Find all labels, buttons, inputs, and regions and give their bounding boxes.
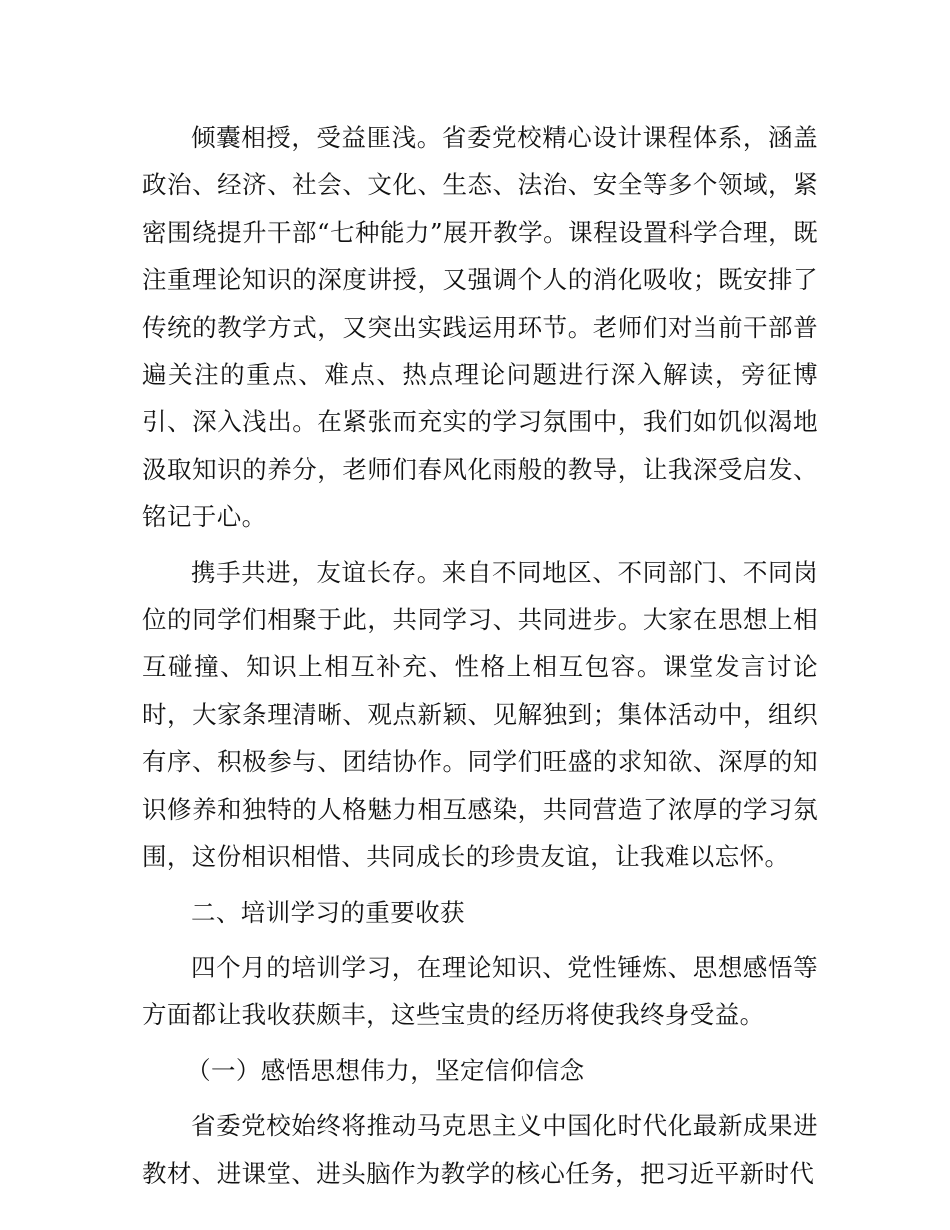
subsection-heading-belief: （一）感悟思想伟力，坚定信仰信念 bbox=[186, 1055, 585, 1085]
section-heading-gains: 二、培训学习的重要收获 bbox=[191, 897, 465, 927]
document-body bbox=[142, 114, 818, 1197]
paragraph-gains-intro: 四个月的培训学习，在理论知识、党性锤炼、思想感悟等方面都让我收获颇丰，这些宝贵的经历将使我终身受益。 bbox=[142, 952, 818, 1030]
paragraph-teaching: 倾囊相授，受益匪浅。省委党校精心设计课程体系，涵盖政治、经济、社会、文化、生态、法治、安全等多个领域，紧密围绕提升干部“七种能力”展开教学。课程设置科学合理，既注重理论知识的深度讲授，又强调个人的消化吸收；既安排了传统的教学方式，又突出实践运用环节。老师们对当前干部普遍关注的重点、难点、热点理论问题进行深入解读，旁征博引、深入浅出。在紧张而充实的学习氛围中，我们如饥似渴地汲取知识的养分，老师们春风化雨般的教导，让我深受启发、铭记于心。 bbox=[142, 123, 818, 532]
paragraph-friendship: 携手共进，友谊长存。来自不同地区、不同部门、不同岗位的同学们相聚于此，共同学习、共同进步。大家在思想上相互碰撞、知识上相互补充、性格上相互包容。课堂发言讨论时，大家条理清晰、观点新颖、见解独到；集体活动中，组织有序、积极参与、团结协作。同学们旺盛的求知欲、深厚的知识修养和独特的人格魅力相互感染，共同营造了浓厚的学习氛围，这份相识相惜、共同成长的珍贵友谊，让我难以忘怀。 bbox=[142, 557, 818, 872]
paragraph-party-school: 省委党校始终将推动马克思主义中国化时代化最新成果进教材、进课堂、进头脑作为教学的核心任务，把习近平新时代 bbox=[142, 1111, 818, 1188]
